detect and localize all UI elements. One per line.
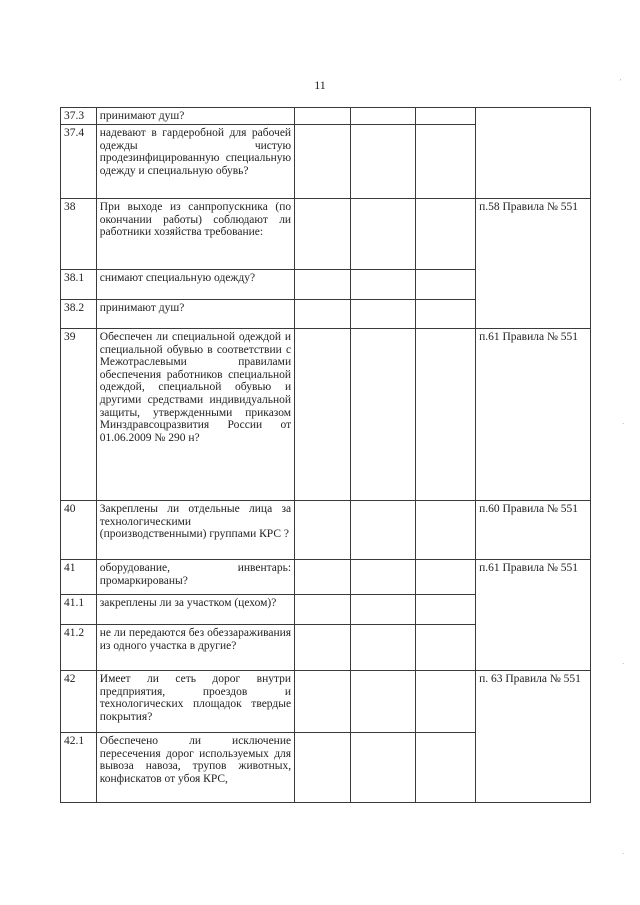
row-number: 37.4 — [61, 125, 97, 199]
answer-cell-na — [416, 595, 476, 625]
question-text: оборудование, инвентарь: промаркированы? — [96, 560, 294, 595]
table-row — [61, 329, 591, 501]
table-row — [61, 108, 591, 125]
row-number: 39 — [61, 329, 97, 501]
row-number: 40 — [61, 501, 97, 560]
table-row — [61, 560, 591, 595]
answer-cell-yes — [295, 329, 351, 501]
answer-cell-no — [351, 501, 416, 560]
answer-cell-na — [416, 671, 476, 733]
row-number: 41 — [61, 560, 97, 595]
reference-cell: п.61 Правила № 551 — [476, 329, 591, 501]
question-text: принимают душ? — [96, 300, 294, 329]
answer-cell-yes — [295, 560, 351, 595]
answer-cell-na — [416, 329, 476, 501]
row-number: 38.1 — [61, 270, 97, 300]
answer-cell-no — [351, 300, 416, 329]
question-text: закреплены ли за участком (цехом)? — [96, 595, 294, 625]
scan-mark: ' — [620, 78, 622, 86]
scan-mark: · — [622, 660, 625, 668]
answer-cell-no — [351, 199, 416, 270]
page-number: 11 — [314, 78, 326, 92]
answer-cell-na — [416, 270, 476, 300]
answer-cell-na — [416, 300, 476, 329]
answer-cell-no — [351, 733, 416, 803]
answer-cell-no — [351, 108, 416, 125]
answer-cell-na — [416, 125, 476, 199]
answer-cell-na — [416, 501, 476, 560]
question-text: надевают в гардеробной для рабочей одежды чистую продезинфицированную специальную одежду и специальную обувь? — [96, 125, 294, 199]
reference-cell: п.60 Правила № 551 — [476, 501, 591, 560]
question-text: Обеспечен ли специальной одеждой и специальной обувью в соответствии с Межотраслевыми правилами обеспечения работников специальной одеждой, специальной обувью и другими средствами индивидуальной защиты, утвержденными приказом Минздравсоцразвития России от 01.06.2009 № 290 н? — [96, 329, 294, 501]
question-text: Имеет ли сеть дорог внутри предприятия, проездов и технологических площадок твердые покрытия? — [96, 671, 294, 733]
checklist-table — [60, 107, 591, 803]
answer-cell-na — [416, 560, 476, 595]
answer-cell-no — [351, 329, 416, 501]
scan-mark: · — [622, 850, 625, 858]
reference-cell — [476, 108, 591, 199]
table-row — [61, 671, 591, 733]
reference-cell: п.61 Правила № 551 — [476, 560, 591, 671]
question-text: Закреплены ли отдельные лица за технологическими (производственными) группами КРС ? — [96, 501, 294, 560]
answer-cell-yes — [295, 671, 351, 733]
answer-cell-no — [351, 270, 416, 300]
question-text: При выходе из санпропускника (по окончании работы) соблюдают ли работники хозяйства требование: — [96, 199, 294, 270]
answer-cell-na — [416, 733, 476, 803]
answer-cell-no — [351, 625, 416, 671]
answer-cell-na — [416, 108, 476, 125]
row-number: 42 — [61, 671, 97, 733]
reference-cell: п. 63 Правила № 551 — [476, 671, 591, 803]
answer-cell-yes — [295, 270, 351, 300]
answer-cell-no — [351, 595, 416, 625]
row-number: 41.2 — [61, 625, 97, 671]
table-row — [61, 199, 591, 270]
answer-cell-yes — [295, 199, 351, 270]
question-text: снимают специальную одежду? — [96, 270, 294, 300]
answer-cell-no — [351, 560, 416, 595]
answer-cell-yes — [295, 733, 351, 803]
table-row — [61, 501, 591, 560]
answer-cell-yes — [295, 108, 351, 125]
answer-cell-yes — [295, 625, 351, 671]
answer-cell-no — [351, 125, 416, 199]
reference-cell: п.58 Правила № 551 — [476, 199, 591, 329]
answer-cell-yes — [295, 595, 351, 625]
answer-cell-no — [351, 671, 416, 733]
question-text: принимают душ? — [96, 108, 294, 125]
row-number: 38.2 — [61, 300, 97, 329]
answer-cell-yes — [295, 300, 351, 329]
row-number: 37.3 — [61, 108, 97, 125]
question-text: Обеспечено ли исключение пересечения дорог используемых для вывоза навоза, трупов животных, конфискатов от убоя КРС, — [96, 733, 294, 803]
answer-cell-na — [416, 625, 476, 671]
row-number: 38 — [61, 199, 97, 270]
row-number: 42.1 — [61, 733, 97, 803]
scan-mark: · — [622, 420, 625, 428]
answer-cell-yes — [295, 125, 351, 199]
row-number: 41.1 — [61, 595, 97, 625]
answer-cell-yes — [295, 501, 351, 560]
question-text: не ли передаются без обеззараживания из одного участка в другие? — [96, 625, 294, 671]
answer-cell-na — [416, 199, 476, 270]
